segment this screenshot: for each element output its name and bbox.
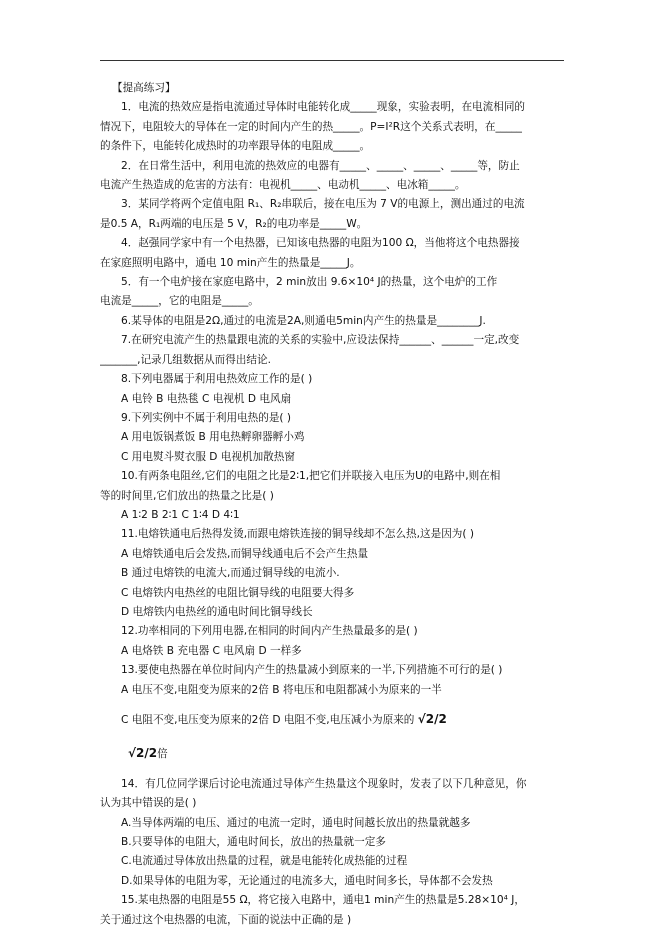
spacer [100, 730, 566, 744]
text-line: A 电铃 B 电热毯 C 电视机 D 电风扇 [121, 392, 292, 405]
text-line [100, 710, 566, 730]
text-line: 2．在日常生活中，利用电流的热效应的电器有_____、_____、_____、_____等，防止 [121, 159, 520, 172]
text-line: 电流产生热造成的危害的方法有：电视机_____、电动机_____、电冰箱_____。 [100, 179, 466, 192]
text-line: 是0.5 A，R₁两端的电压是 5 V，R₂的电功率是_____W。 [100, 217, 368, 230]
unit-text: 倍 [157, 748, 168, 761]
text-line: 3．某同学将两个定值电阻 R₁、R₂串联后，接在电压为 7 V的电源上，测出通过的电流 [121, 198, 525, 211]
text-line: D.如果导体的电阻为零，无论通过的电流多大，通电时间多长，导体都不会发热 [121, 874, 493, 887]
text-line: A.当导体两端的电压、通过的电流一定时，通电时间越长放出的热量就越多 [121, 816, 471, 829]
text-line: 关于通过这个电热器的电流，下面的说法中正确的是 ) [100, 913, 352, 926]
spacer [100, 700, 566, 710]
document-body [100, 79, 566, 930]
spacer [100, 765, 566, 775]
text-line: B 通过电熔铁的电流大,而通过铜导线的电流小. [121, 567, 340, 580]
text-line: 电流是_____，它的电阻是_____。 [100, 295, 259, 308]
text-line: 4．赵强同学家中有一个电热器，已知该电热器的电阻为100 Ω，当他将这个电热器接 [121, 237, 520, 250]
text-line: 14．有几位同学课后讨论电流通过导体产生热量这个现象时，发表了以下几种意见，你 [121, 777, 527, 790]
section-title: 【提高练习】 [112, 82, 176, 94]
text-line: 1．电流的热效应是指电流通过导体时电能转化成_____现象，实验表明，在电流相同的 [121, 101, 526, 114]
text-line: 6.某导体的电阻是2Ω,通过的电流是2A,则通电5min内产生的热量是________J. [121, 314, 486, 327]
text-line: 9.下列实例中不属于利用电热的是( ) [121, 411, 292, 424]
text-line: 11.电熔铁通电后热得发烫,而跟电熔铁连接的铜导线却不怎么热,这是因为( ) [121, 528, 475, 541]
text-line: 的条件下，电能转化成热时的功率跟导体的电阻成_____。 [100, 140, 371, 153]
text-line: B.只要导体的电阻大，通电时间长，放出的热量就一定多 [121, 836, 386, 849]
text-line: C.电流通过导体放出热量的过程，就是电能转化成热能的过程 [121, 855, 408, 868]
text-line: A 用电饭锅煮饭 B 用电热孵卵器孵小鸡 [121, 431, 305, 444]
text-line: 7.在研究电流产生的热量跟电流的关系的实验中,应设法保持______、______一定,改变 [121, 334, 520, 347]
text-line: D 电熔铁内电热丝的通电时间比铜导线长 [121, 605, 313, 618]
text-line: A 电压不变,电阻变为原来的2倍 B 将电压和电阻都减小为原来的一半 [121, 683, 442, 696]
text-line: 认为其中错误的是( ) [100, 797, 197, 810]
text-line: _______,记录几组数据从而得出结论. [100, 353, 271, 366]
text-line: 10.有两条电阻丝,它们的电阻之比是2∶1,把它们并联接入电压为U的电路中,则在相 [121, 470, 501, 483]
text-line: 在家庭照明电路中，通电 10 min产生的热量是_____J。 [100, 256, 361, 269]
text-line: C 用电熨斗熨衣服 D 电视机加散热窗 [121, 450, 295, 463]
text-line: C 电熔铁内电热丝的电阻比铜导线的电阻要大得多 [121, 586, 355, 599]
math-expression: √2/2 [128, 746, 158, 761]
text-line: 8.下列电器属于利用电热效应工作的是( ) [121, 373, 313, 386]
text-line: 13.要使电热器在单位时间内产生的热量减小到原来的一半,下列措施不可行的是( ) [121, 664, 503, 677]
text-line: 15.某电热器的电阻是55 Ω，将它接入电路中，通电1 min产生的热量是5.28×10⁴ J， [121, 894, 525, 907]
text-line: 12.功率相同的下列用电器,在相同的时间内产生热量最多的是( ) [121, 625, 418, 638]
text-line: 情况下，电阻较大的导体在一定的时间内产生的热_____。P=I²R这个关系式表明，在_____ [100, 120, 522, 133]
math-expression: √2/2 [417, 712, 447, 726]
option-text: C 电阻不变,电压变为原来的2倍 D 电阻不变,电压减小为原来的 [121, 714, 415, 726]
text-line: 5．有一个电炉接在家庭电路中，2 min放出 9.6×10⁴ J的热量，这个电炉的工作 [121, 276, 498, 289]
text-line [100, 744, 566, 764]
header-rule [100, 60, 564, 61]
text-line: 等的时间里,它们放出的热量之比是( ) [100, 489, 274, 502]
text-line: A 1∶2 B 2∶1 C 1∶4 D 4∶1 [121, 508, 240, 521]
text-line: A 电熔铁通电后会发热,而铜导线通电后不会产生热量 [121, 547, 369, 560]
text-line: A 电烙铁 B 充电器 C 电风扇 D 一样多 [121, 644, 302, 657]
